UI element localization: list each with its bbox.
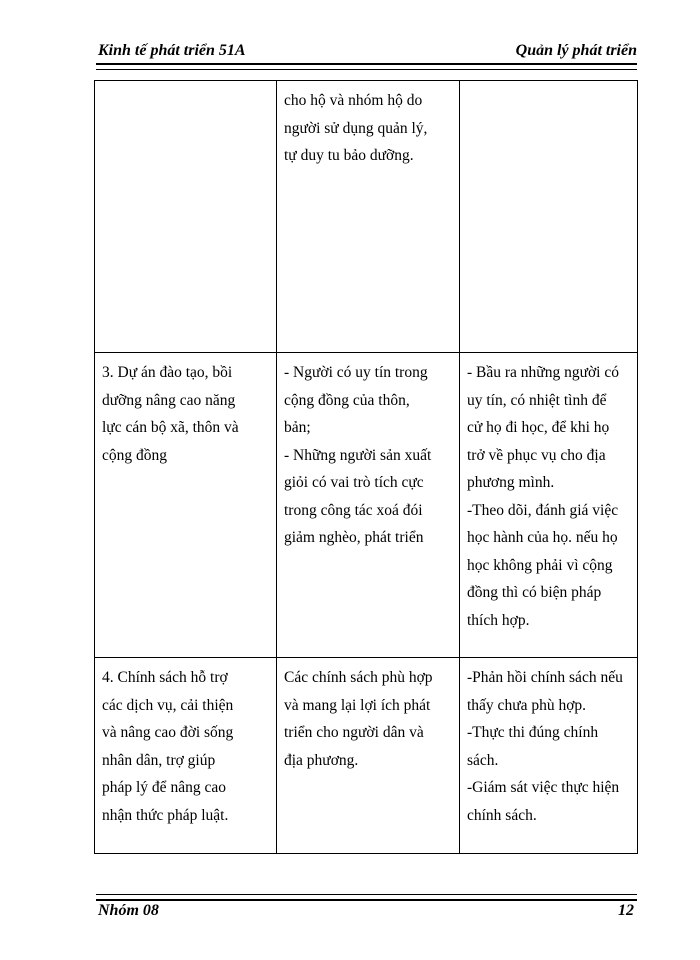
cell-line: - Những người sản xuất — [284, 446, 432, 464]
cell-line: uy tín, có nhiệt tình để — [467, 391, 607, 409]
cell-line: và mang lại lợi ích phát — [284, 696, 431, 714]
cell-line: - Người có uy tín trong — [284, 364, 428, 381]
cell-line: và nâng cao đời sống — [102, 724, 234, 741]
cell-line: đồng thì có biện pháp — [467, 584, 602, 601]
header-rule — [96, 63, 637, 70]
footer-rule — [96, 894, 637, 901]
cell-line: - Bầu ra những người có — [467, 364, 619, 381]
cell-line: dưỡng nâng cao năng — [102, 391, 236, 409]
table-cell — [277, 81, 460, 353]
cell-line: cộng đồng của thôn, — [284, 391, 410, 409]
cell-line: 4. Chính sách hỗ trợ — [102, 669, 228, 686]
header-title-right: Quản lý phát triển — [515, 42, 637, 59]
cell-line: -Giám sát việc thực hiện — [467, 779, 620, 796]
cell-line: chính sách. — [467, 806, 537, 824]
cell-line: địa phương. — [284, 751, 359, 769]
cell-line: -Thực thi đúng chính — [467, 724, 599, 741]
cell-line: người sử dụng quản lý, — [284, 119, 428, 137]
table-cell — [95, 81, 277, 353]
cell-line: trở về phục vụ cho địa — [467, 446, 606, 464]
cell-line: pháp lý để nâng cao — [102, 779, 226, 796]
cell-line: tự duy tu bảo dưỡng. — [284, 147, 414, 164]
cell-line: triển cho người dân và — [284, 724, 424, 741]
table-cell — [460, 353, 638, 658]
table-cell — [460, 81, 638, 353]
cell-line: sách. — [467, 751, 499, 769]
header-title-left: Kinh tế phát triển 51A — [98, 42, 246, 59]
cell-line: bản; — [284, 419, 311, 436]
page-number: 12 — [618, 902, 634, 919]
cell-line: thích hợp. — [467, 611, 530, 629]
cell-line: giảm nghèo, phát triển — [284, 529, 424, 546]
cell-line: nhận thức pháp luật. — [102, 806, 229, 824]
table-row — [95, 353, 638, 658]
cell-line: lực cán bộ xã, thôn và — [102, 419, 239, 436]
cell-line: các dịch vụ, cải thiện — [102, 696, 234, 714]
cell-line: cho hộ và nhóm hộ do — [284, 92, 423, 109]
table-cell — [95, 658, 277, 854]
cell-line: -Phản hồi chính sách nếu — [467, 669, 623, 686]
cell-line: giỏi có vai trò tích cực — [284, 474, 424, 491]
cell-line: cử họ đi học, để khi họ — [467, 419, 610, 436]
cell-line: cộng đồng — [102, 446, 168, 464]
table-cell — [277, 353, 460, 658]
cell-line: phương mình. — [467, 474, 555, 491]
table-row — [95, 81, 638, 353]
cell-line: thấy chưa phù hợp. — [467, 696, 587, 714]
cell-line: -Theo dõi, đánh giá việc — [467, 501, 619, 519]
table-cell — [277, 658, 460, 854]
table-cell — [460, 658, 638, 854]
cell-line: 3. Dự án đào tạo, bồi — [102, 364, 233, 381]
cell-line: học hành của họ. nếu họ — [467, 529, 618, 546]
table-row — [95, 658, 638, 854]
content-table — [94, 80, 638, 854]
cell-line: nhân dân, trợ giúp — [102, 751, 216, 769]
cell-line: Các chính sách phù hợp — [284, 669, 433, 686]
cell-line: trong công tác xoá đói — [284, 501, 423, 519]
cell-line: học không phải vì cộng — [467, 556, 613, 574]
table-cell — [95, 353, 277, 658]
footer-group-label: Nhóm 08 — [98, 902, 159, 919]
